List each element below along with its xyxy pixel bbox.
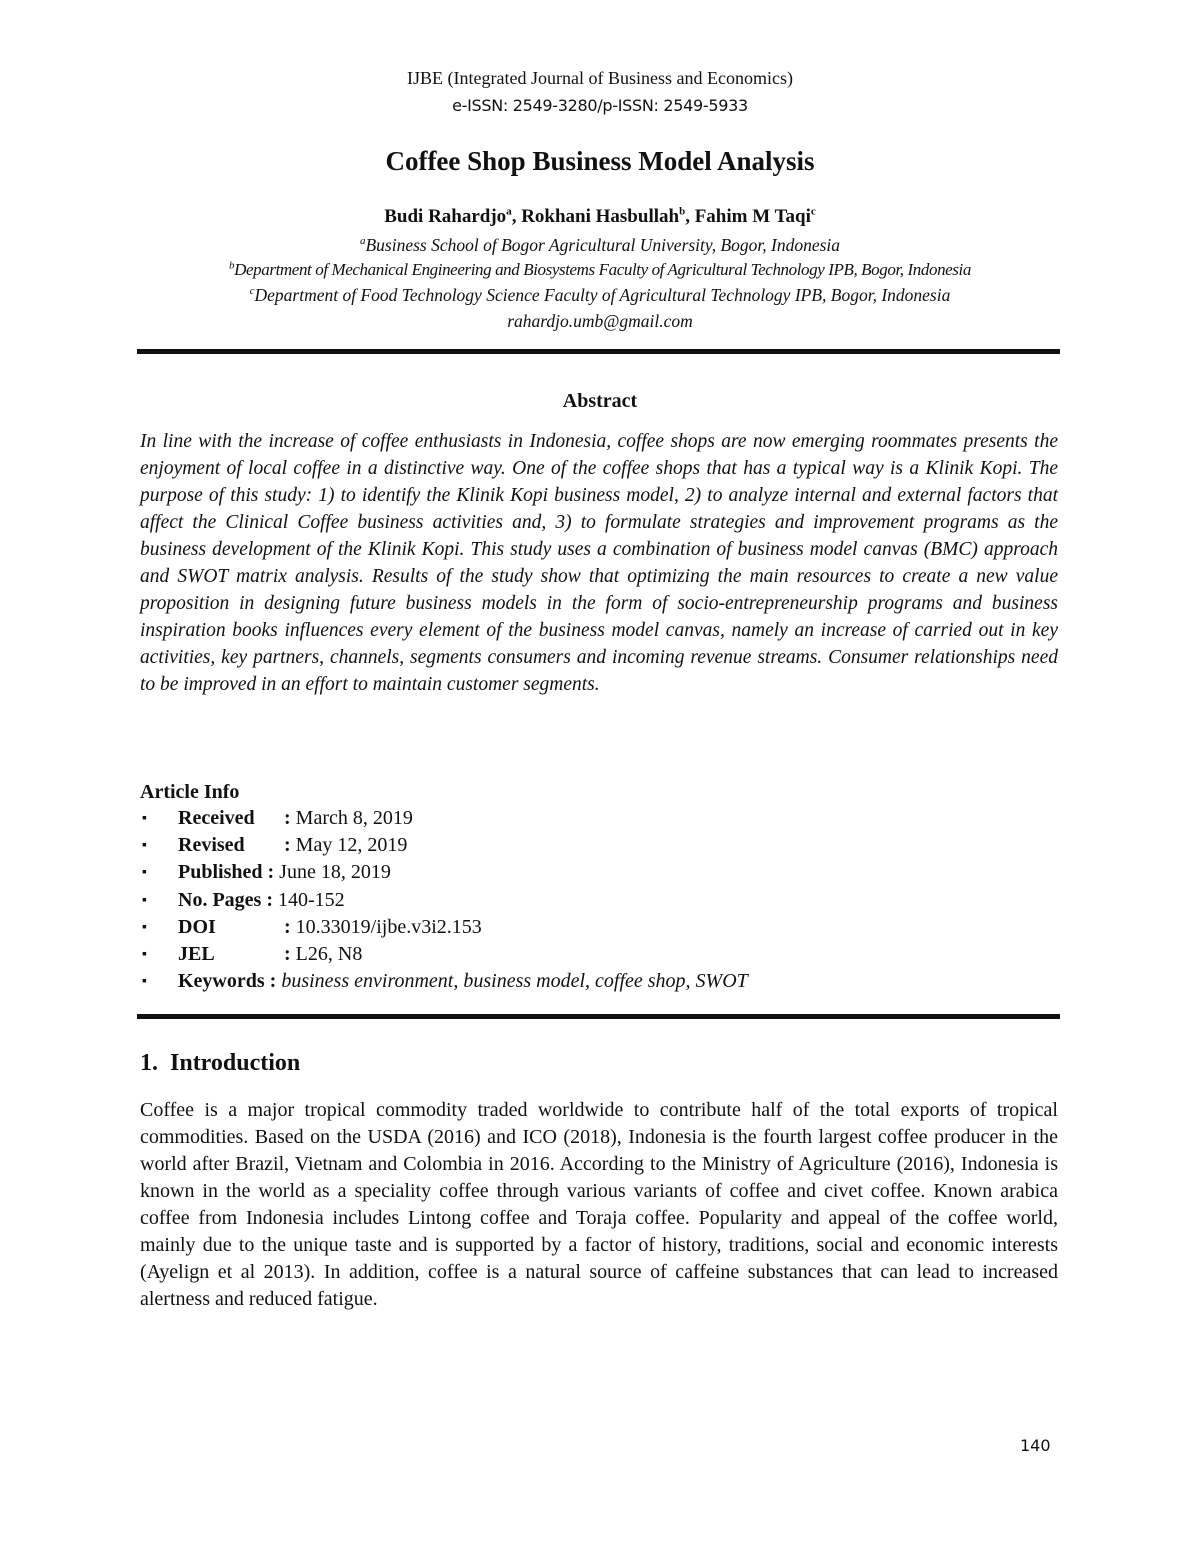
author-name: Fahim M Taqi	[694, 206, 811, 227]
author-email: rahardjo.umb@gmail.com	[507, 311, 693, 331]
author-sup: b	[679, 205, 686, 218]
issn-line: e-ISSN: 2549-3280/p-ISSN: 2549-5933	[452, 96, 748, 115]
list-item: ▪ Published : June 18, 2019	[142, 861, 391, 884]
journal-name: IJBE (Integrated Journal of Business and Economics)	[407, 68, 793, 88]
list-item: ▪ Revised : May 12, 2019	[142, 834, 408, 857]
list-item: ▪ DOI : 10.33019/ijbe.v3i2.153	[142, 915, 482, 938]
affiliation: $^b$Department of Mechanical Engineering and Biosystems Faculty of Agricultural Technology IPB, Bogor, Indonesia	[229, 259, 971, 279]
list-item: ▪ Keywords : business environment, business model, coffee shop, SWOT	[142, 970, 748, 993]
list-item: ▪ Received : March 8, 2019	[142, 807, 413, 829]
section-heading: 1. Introduction	[140, 1050, 301, 1076]
introduction-text: Coffee is a major tropical commodity traded worldwide to contribute half of the total exports of tropical commodities. Based on the USDA (2016) and ICO (2018), Indonesia is the fourth largest coffee producer in the world after Brazil, Vietnam and Colombia in 2016. According to the Ministry of Agriculture (2016), Indonesia is known in the world as a speciality coffee through various variants of coffee and civet coffee. Known arabica coffee from Indonesia includes Lintong coffee and Toraja coffee. Popularity and appeal of the coffee world, mainly due to the unique taste and is supported by a factor of history, traditions, social and economic interests (Ayelign et al 2013). In addition, coffee is a natural source of caffeine substances that can lead to increased alertness and reduced fatigue.	[140, 1099, 1058, 1310]
author-list: Budi Rahardjo$^a$, Rokhani Hasbullah$^b$, Fahim M Taqi$^c$	[384, 205, 816, 227]
list-item: ▪ No. Pages : 140-152	[142, 888, 345, 911]
divider-rule	[137, 349, 1060, 354]
author-name: Rokhani Hasbullah	[521, 206, 680, 227]
page-number: 140	[1020, 1436, 1051, 1455]
abstract-heading: Abstract	[562, 390, 638, 412]
author-name: Budi Rahardjo	[384, 206, 507, 227]
affiliation: $^a$Business School of Bogor Agricultural University, Bogor, Indonesia	[359, 235, 841, 255]
article-info-list	[140, 805, 1060, 995]
author-sup: a	[506, 205, 512, 218]
article-info-heading: Article Info	[140, 781, 240, 803]
paper-title: Coffee Shop Business Model Analysis	[385, 146, 815, 176]
list-item: ▪ JEL : L26, N8	[142, 943, 363, 966]
divider-rule	[137, 1014, 1060, 1019]
affiliation: $^c$Department of Food Technology Science Faculty of Agricultural Technology IPB, Bogor, Indonesia	[249, 285, 951, 305]
abstract-text: In line with the increase of coffee enthusiasts in Indonesia, coffee shops are now emerging roommates presents the enjoyment of local coffee in a distinctive way. One of the coffee shops that has a typical way is a Klinik Kopi. The purpose of this study: 1) to identify the Klinik Kopi business model, 2) to analyze internal and external factors that affect the Clinical Coffee business activities and, 3) to formulate strategies and improvement programs as the business development of the Klinik Kopi. This study uses a combination of business model canvas (BMC) approach and SWOT matrix analysis. Results of the study show that optimizing the main resources to create a new value proposition in designing future business models in the form of socio-entrepreneurship programs and business inspiration books influences every element of the business model canvas, namely an increase of carried out in key activities, key partners, channels, segments consumers and incoming revenue streams. Consumer relationships need to be improved in an effort to maintain customer segments.	[140, 431, 1058, 695]
author-sup: c	[810, 205, 816, 218]
